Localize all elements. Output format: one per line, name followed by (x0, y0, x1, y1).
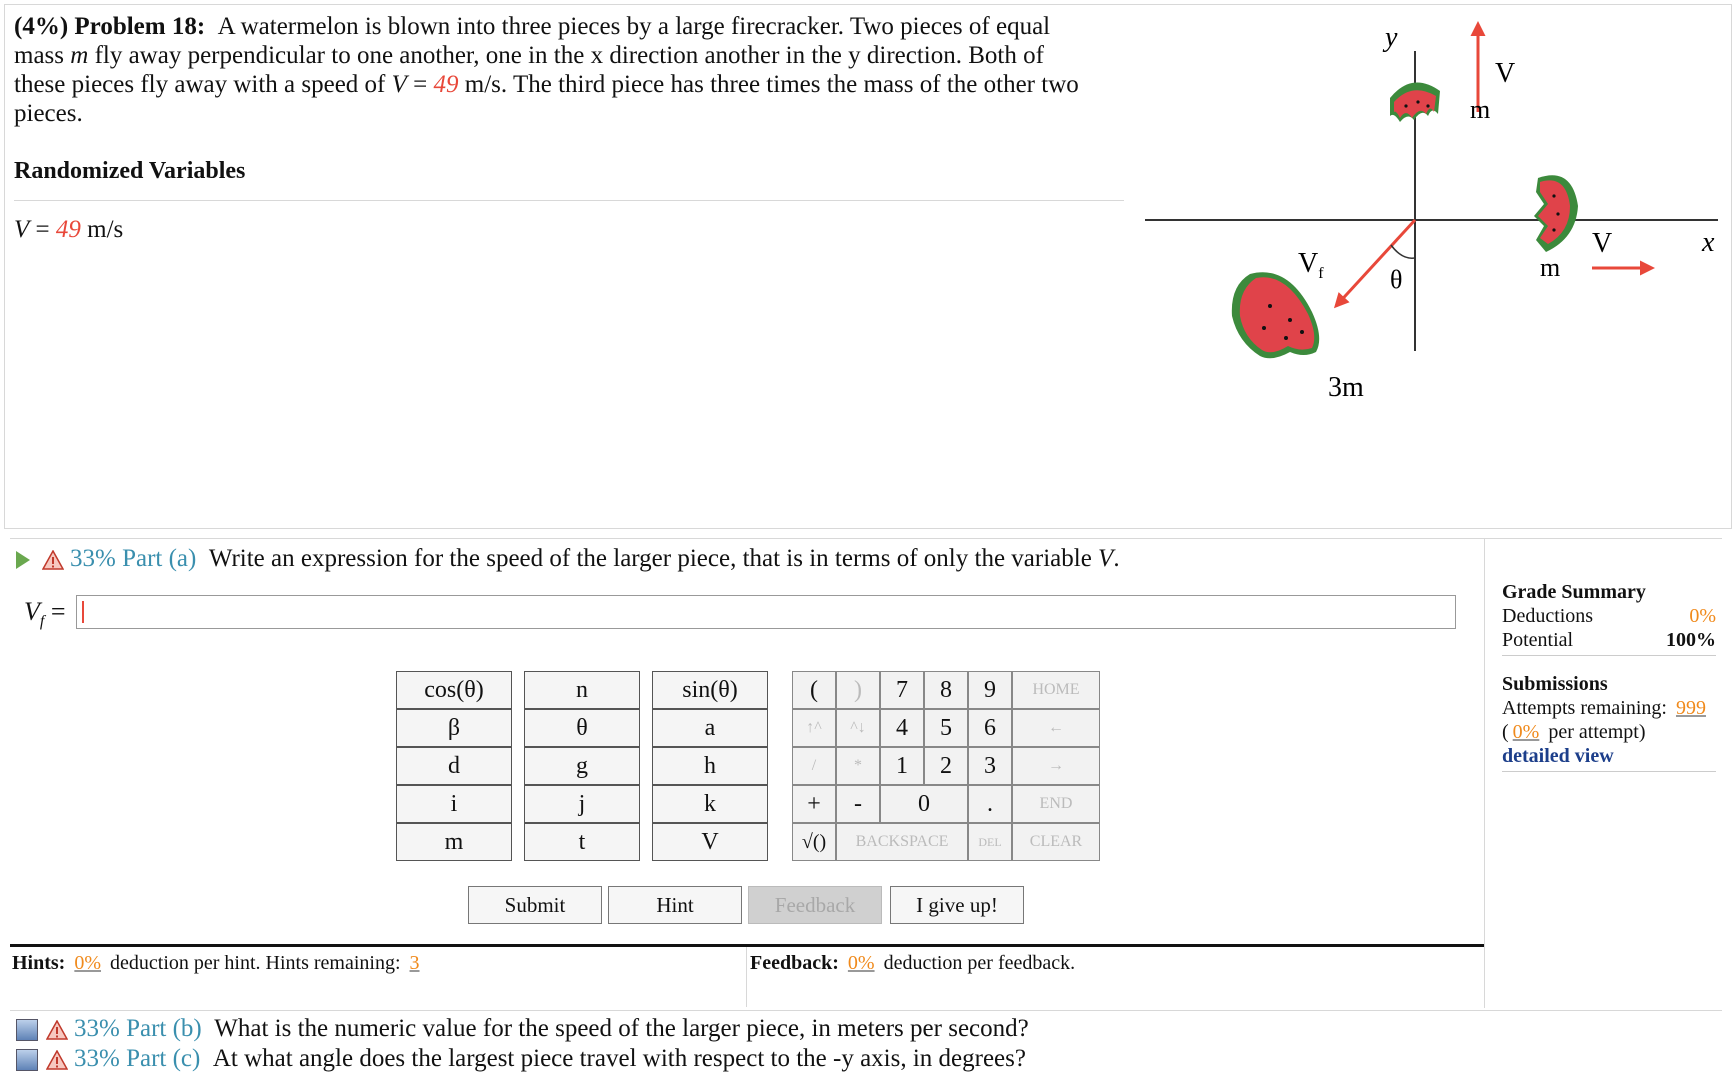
problem-title: Problem 18: (74, 13, 206, 40)
part-b-percent: 33% Part (b) (74, 1015, 202, 1042)
large-watermelon-piece (1232, 272, 1319, 358)
key-4[interactable]: 4 (880, 709, 924, 747)
watermelon-diagram (1140, 16, 1720, 416)
answer-label: $V_f$ = (24, 597, 66, 631)
part-c-row[interactable] (16, 1045, 1026, 1073)
problem-statement (14, 12, 1124, 128)
vf-label: $V_f$ (1298, 248, 1324, 282)
divider (14, 200, 1124, 201)
warning-icon (46, 1020, 68, 1040)
key-d[interactable]: d (396, 747, 512, 785)
divider (746, 947, 747, 1007)
feedback-label: Feedback: (750, 952, 839, 974)
deductions-label: Deductions (1502, 605, 1594, 627)
x-axis-label: x (1702, 227, 1715, 258)
rv-value: 49 (55, 216, 81, 243)
per-attempt-pct: 0% (1512, 721, 1540, 743)
hints-info (12, 952, 424, 975)
speed-value: 49 (433, 71, 459, 98)
problem-text-line-1: A watermelon is blown into three pieces by a large firecracker. Two pieces of equal (217, 13, 1051, 40)
randomized-variables-title: Randomized Variables (14, 158, 246, 184)
grade-summary-title: Grade Summary (1502, 581, 1646, 603)
feedback-info (750, 952, 1075, 975)
potential-label: Potential (1502, 629, 1574, 651)
key-k[interactable]: k (652, 785, 768, 823)
key-g[interactable]: g (524, 747, 640, 785)
key-divide[interactable]: / (792, 747, 836, 785)
per-attempt-text: per attempt) (1543, 721, 1646, 743)
rv-eq: = (29, 216, 56, 243)
key-beta[interactable]: β (396, 709, 512, 747)
mass-variable: m (70, 42, 89, 69)
answer-input[interactable] (76, 595, 1456, 629)
part-a-question: Write an expression for the speed of the larger piece, that is in terms of only the variable (208, 545, 1099, 572)
part-b-question: What is the numeric value for the speed of the larger piece, in meters per second? (214, 1015, 1029, 1042)
key-3[interactable]: 3 (968, 747, 1012, 785)
key-del[interactable]: DEL (968, 823, 1012, 861)
expand-play-icon[interactable] (16, 551, 30, 569)
parts-bc-panel (10, 1010, 1722, 1083)
key-6[interactable]: 6 (968, 709, 1012, 747)
key-m[interactable]: m (396, 823, 512, 861)
key-superscript-up[interactable]: ↑^ (792, 709, 836, 747)
key-9[interactable]: 9 (968, 671, 1012, 709)
potential-value: 100% (1666, 629, 1716, 651)
equals-sign: = (406, 71, 434, 98)
collapsed-part-icon[interactable] (16, 1049, 38, 1071)
key-7[interactable]: 7 (880, 671, 924, 709)
problem-weight: (4%) (14, 13, 69, 40)
problem-text-line-4: pieces. (14, 100, 83, 127)
divider (10, 944, 1484, 947)
part-c-percent: 33% Part (c) (74, 1045, 201, 1072)
part-a-percent: 33% Part (a) (70, 545, 197, 572)
theta-arc (1391, 245, 1415, 258)
detailed-view-link[interactable]: detailed view (1502, 745, 1614, 767)
key-n[interactable]: n (524, 671, 640, 709)
hints-deduction: 0% (74, 952, 102, 974)
key-theta[interactable]: θ (524, 709, 640, 747)
submissions-title: Submissions (1502, 673, 1608, 695)
feedback-button[interactable]: Feedback (748, 886, 882, 924)
submit-button[interactable]: Submit (468, 886, 602, 924)
hints-remaining: 3 (409, 952, 420, 974)
key-superscript-down[interactable]: ^↓ (836, 709, 880, 747)
randomized-variable-row (14, 216, 123, 244)
key-decimal[interactable]: . (968, 785, 1012, 823)
top-watermelon-piece (1390, 82, 1440, 122)
key-clear[interactable]: CLEAR (1012, 823, 1100, 861)
large-velocity-arrow (1336, 220, 1415, 306)
key-backspace[interactable]: BACKSPACE (836, 823, 968, 861)
key-i[interactable]: i (396, 785, 512, 823)
key-0[interactable]: 0 (880, 785, 968, 823)
right-mass-label: m (1540, 253, 1561, 282)
key-cos-theta[interactable]: cos(θ) (396, 671, 512, 709)
warning-icon (46, 1050, 68, 1070)
hint-button[interactable]: Hint (608, 886, 742, 924)
part-b-row[interactable] (16, 1015, 1029, 1043)
give-up-button[interactable]: I give up! (890, 886, 1024, 924)
key-j[interactable]: j (524, 785, 640, 823)
part-a-question-end: . (1113, 545, 1120, 572)
y-axis-label: y (1385, 22, 1398, 53)
key-left-arrow[interactable]: ← (1012, 709, 1100, 747)
key-8[interactable]: 8 (924, 671, 968, 709)
key-close-paren[interactable]: ) (836, 671, 880, 709)
text-caret (82, 601, 84, 623)
problem-text-line-2a: mass (14, 42, 71, 69)
part-a-panel (10, 538, 1722, 1009)
problem-text-line-2b: fly away perpendicular to one another, one in the x direction another in the y direction. Both of (88, 42, 1044, 69)
three-m-label: 3m (1328, 372, 1364, 403)
warning-icon (42, 550, 64, 570)
key-sin-theta[interactable]: sin(θ) (652, 671, 768, 709)
key-sqrt[interactable]: √() (792, 823, 836, 861)
attempts-remaining: 999 (1675, 697, 1706, 719)
key-plus[interactable]: + (792, 785, 836, 823)
problem-text-line-3b: m/s. The third piece has three times the mass of the other two (458, 71, 1079, 98)
key-h[interactable]: h (652, 747, 768, 785)
top-velocity-label: V (1495, 58, 1516, 89)
key-right-arrow[interactable]: → (1012, 747, 1100, 785)
key-home[interactable]: HOME (1012, 671, 1100, 709)
key-1[interactable]: 1 (880, 747, 924, 785)
part-c-question: At what angle does the largest piece travel with respect to the -y axis, in degrees? (212, 1045, 1026, 1072)
rv-var: V (14, 216, 30, 243)
divider (1502, 770, 1716, 772)
top-mass-label: m (1470, 95, 1491, 124)
attempts-label: Attempts remaining: (1502, 697, 1667, 719)
key-5[interactable]: 5 (924, 709, 968, 747)
feedback-text: deduction per feedback. (883, 952, 1076, 974)
key-end[interactable]: END (1012, 785, 1100, 823)
problem-text-line-3a: these pieces fly away with a speed of (14, 71, 392, 98)
part-a-question-var: V (1098, 545, 1114, 572)
collapsed-part-icon[interactable] (16, 1019, 38, 1041)
hints-text: deduction per hint. Hints remaining: (110, 952, 401, 974)
part-a-header (16, 545, 1120, 573)
per-open: ( (1502, 721, 1509, 743)
right-velocity-label: V (1592, 228, 1613, 259)
key-multiply[interactable]: * (836, 747, 880, 785)
key-open-paren[interactable]: ( (792, 671, 836, 709)
rv-unit: m/s (80, 216, 124, 243)
key-2[interactable]: 2 (924, 747, 968, 785)
theta-label: θ (1390, 265, 1403, 294)
grade-summary (1502, 580, 1716, 772)
right-watermelon-piece (1534, 175, 1578, 252)
deductions-value: 0% (1689, 605, 1716, 627)
divider (1484, 538, 1485, 1008)
key-a[interactable]: a (652, 709, 768, 747)
speed-variable: V (391, 71, 407, 98)
key-V[interactable]: V (652, 823, 768, 861)
feedback-deduction: 0% (847, 952, 875, 974)
hints-label: Hints: (12, 952, 66, 974)
key-minus[interactable]: - (836, 785, 880, 823)
key-t[interactable]: t (524, 823, 640, 861)
